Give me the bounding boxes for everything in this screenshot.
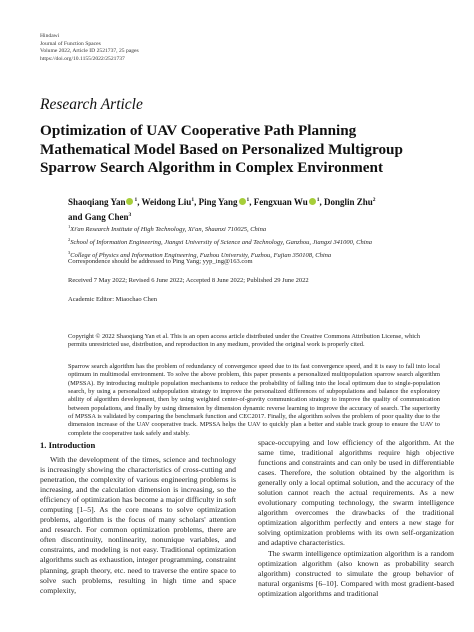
body-column-right: [258, 438, 454, 599]
author: [324, 197, 376, 207]
affiliation: [68, 235, 448, 248]
author-separator: ,: [319, 197, 324, 207]
author-name: Donglin Zhu: [323, 197, 373, 207]
author-affiliation-marker: 3: [128, 212, 132, 218]
author-separator: ,: [249, 197, 254, 207]
author-name: Fengxuan Wu: [253, 197, 308, 207]
journal-name: Journal of Function Spaces: [40, 40, 101, 47]
publisher-name: Hindawi: [40, 33, 60, 39]
author: [199, 197, 254, 207]
volume-line: Volume 2022, Article ID 2521737, 25 pages: [40, 48, 139, 55]
affiliation-text: College of Physics and Information Engineering, Fuzhou University, Fuzhou, Fujian 350108, China: [70, 252, 332, 260]
academic-editor: Academic Editor: Miaochao Chen: [68, 296, 157, 303]
author-name: and Gang Chen: [68, 212, 129, 222]
author-name: Weidong Liu: [141, 197, 192, 207]
author: [68, 197, 142, 207]
affiliation-list: [68, 222, 448, 261]
orcid-icon[interactable]: [126, 198, 133, 205]
copyright-notice: Copyright © 2022 Shaoqiang Yan et al. This is an open access article distributed under the Creative Commons Attribution License, which permits unrestricted use, distribution, and reproduction in any medium, provided the original work is properly cited.: [68, 333, 421, 349]
orcid-icon[interactable]: [239, 198, 246, 205]
abstract: Sparrow search algorithm has the problem of redundancy of convergence speed due to its fast convergence speed, and it is easy to fall into local optimum in multimodal environment. To solve the above problem, this paper presents a personalized multipopulation sparrow search algorithm (MPSSA). By introducing multiple population mechanisms to reduce the probability of falling into the local optimum due to single-population search, by using a personalized subpopulation strategy to improve the personalized differences of subpopulations and balance the exploratory ability of algorithm development, then by using weighted center-of-gravity communication strategy to improve the quality of communication between populations, and finally by using dimension by dimension dynamic reverse learning to improve the accuracy of search. The superiority of MPSSA is validated by comparing the benchmark function and CEC2017. Finally, the algorithm solves the problem of poor quality due to the dimension increase of the UAV cooperative track. MPSSA helps the UAV to quickly plan a better and stable track group to ensure the UAV to complete the cooperative task safely and stably.: [68, 363, 440, 437]
author-name: Ping Yang: [198, 197, 238, 207]
author: [68, 212, 131, 222]
affiliation: [68, 222, 448, 235]
author-separator: ,: [194, 197, 199, 207]
author-affiliation-marker: 2: [372, 197, 376, 203]
author-affiliation-marker: 1: [134, 197, 138, 203]
article-dates: Received 7 May 2022; Revised 6 June 2022; Accepted 8 June 2022; Published 29 June 2022: [68, 277, 309, 284]
author-name: Shaoqiang Yan: [68, 197, 126, 207]
article-type: Research Article: [40, 96, 143, 113]
author-affiliation-marker: 1: [191, 197, 195, 203]
body-paragraph: With the development of the times, science and technology is increasingly showing the characteristics of cross-cutting and penetration, the complexity of various engineering problems is increasing, and the calculation dimension is increasing, so the efficiency of optimization has become a major difficulty in soft computing [1–5]. As the core means to solve optimization problems, algorithm is the focus of many scholars' attention and research. For common optimization problems, there are often discontinuity, nonlinearity, nonunique variables, and constraints, and modeling is not easy. Traditional optimization algorithms such as exhaustion, integer programming, constraint planning, graph theory, etc. need to traverse the entire space to solve such problems, resulting in high time and space complexity,: [40, 455, 236, 595]
author-affiliation-marker: 1: [246, 197, 250, 203]
body-paragraph: The swarm intelligence optimization algorithm is a random optimization algorithm (also known as probability search algorithm) constructed to simulate the group behavior of natural organisms [6–10]. Compared with most gradient-based optimization algorithms and traditional: [258, 548, 454, 598]
author: [142, 197, 199, 207]
affiliation-text: School of Information Engineering, Jiangxi University of Science and Technology, Ganzhou, Jiangxi 341000, China: [70, 239, 373, 247]
affiliation-marker: 3: [68, 250, 71, 256]
affiliation-marker: 2: [68, 237, 71, 243]
orcid-icon[interactable]: [309, 198, 316, 205]
body-paragraph: space-occupying and low efficiency of the algorithm. At the same time, traditional algorithms require high objective functions and constraints and can only be used in differentiable cases. Therefore, the solution obtained by the algorithm is generally only a local optimal solution, and the accuracy of the solution cannot reach the actual requirements. As a new evolutionary computing technology, the swarm intelligence algorithm overcomes the drawbacks of the traditional optimization algorithm perfectly and enters a new stage for solving optimization problems with its own self-organization and adaptive characteristics.: [258, 438, 454, 548]
author-list: [68, 194, 428, 224]
author-separator: ,: [137, 197, 142, 207]
section-heading: 1. Introduction: [40, 440, 96, 450]
body-column-left: [40, 455, 236, 596]
correspondence: Correspondence should be addressed to Ping Yang; yyp_ing@163.com: [68, 258, 253, 265]
author: [254, 197, 324, 207]
affiliation-marker: 1: [68, 224, 71, 229]
doi-link[interactable]: https://doi.org/10.1155/2022/2521737: [40, 55, 125, 62]
affiliation-text: Xi'an Research Institute of High Technology, Xi'an, Shaanxi 710025, China: [70, 226, 267, 234]
author-affiliation-marker: 1: [316, 197, 320, 203]
journal-meta: [40, 33, 139, 63]
paper-title: Optimization of UAV Cooperative Path Planning Mathematical Model Based on Personalized Multigroup Sparrow Search Algorithm in Complex Environment: [40, 122, 403, 177]
